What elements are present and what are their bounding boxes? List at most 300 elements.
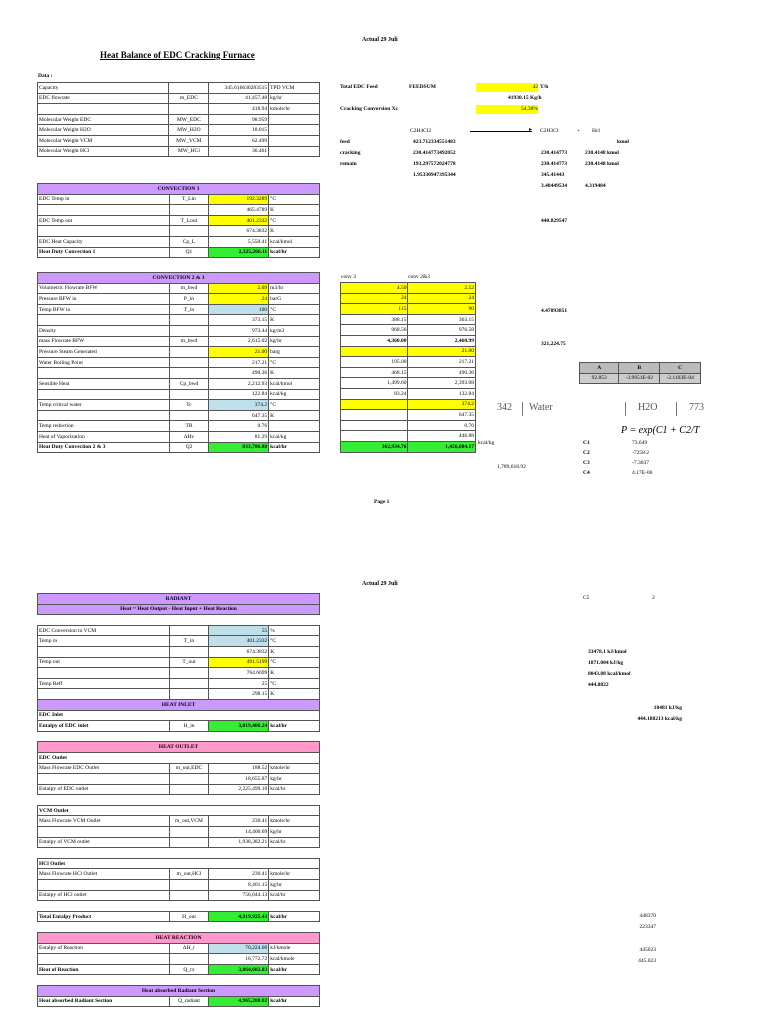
convection23-row-symbol bbox=[169, 410, 209, 421]
feed-row-value-a: 1.95330947395344 bbox=[413, 172, 456, 178]
table-row bbox=[341, 399, 476, 410]
data-row-unit bbox=[269, 114, 320, 125]
table-row bbox=[341, 283, 476, 294]
convection23-row-label: Pressure BFW in bbox=[38, 294, 170, 305]
total-product-unit: kcal/hr bbox=[269, 911, 320, 922]
radiant-row-label: Temp Reff bbox=[38, 678, 170, 689]
convection23-title: CONVECTION 2 & 3 bbox=[38, 273, 320, 284]
hcl-outlet-row-label: Mass Flowrate HCl Outlet bbox=[38, 869, 170, 880]
edc-inlet-heading: EDC Inlet bbox=[38, 710, 320, 721]
convection1-row-label: Heat Duty Convection 1 bbox=[38, 247, 170, 258]
hcl-outlet-row-unit: kmole/hr bbox=[269, 869, 320, 880]
convection23-row-unit bbox=[269, 421, 320, 432]
data-row-label: Molecular Weight VCM bbox=[38, 135, 169, 146]
spacer-row bbox=[38, 922, 320, 933]
convection23-row-value: 100 bbox=[209, 304, 269, 315]
table-row bbox=[38, 657, 320, 668]
feed-kph: 41930.15 Kg/h bbox=[508, 95, 542, 101]
radiant-row-value: 55 bbox=[209, 625, 269, 636]
data-row-unit: TPD VCM bbox=[269, 83, 320, 94]
convection23-row-value: 0.76 bbox=[209, 421, 269, 432]
table-row bbox=[38, 389, 320, 400]
convection1-row-unit: K bbox=[269, 205, 320, 216]
convection-sum: 1,789,618.92 bbox=[497, 464, 526, 470]
radiant-row-unit: °C bbox=[269, 636, 320, 647]
convection1-row-value: 5,550.41 bbox=[209, 236, 269, 247]
antoine-value: 92.853 bbox=[580, 373, 619, 384]
convection23-row-value: 373.15 bbox=[209, 315, 269, 326]
convection23-row-label: Heat of Vaporization bbox=[38, 431, 170, 442]
spacer-cell bbox=[38, 731, 320, 742]
page-number: Page 1 bbox=[374, 499, 390, 505]
radiant-row-symbol: T_in bbox=[169, 636, 209, 647]
conv23-value: 363.15 bbox=[408, 314, 476, 325]
radiant-row-label: EDC Conversion to VCM bbox=[38, 625, 170, 636]
conv23-value: 132.84 bbox=[408, 388, 476, 399]
reaction-row-value: 70,224.00 bbox=[209, 943, 269, 954]
radiant-row-unit: °C bbox=[269, 657, 320, 668]
convection23-row-value: 24 bbox=[209, 294, 269, 305]
c5-label: C5 bbox=[583, 595, 590, 601]
table-row bbox=[38, 146, 320, 157]
convection23-row-symbol: m_bwd bbox=[169, 336, 209, 347]
enthalpy-in-symbol: H_in bbox=[169, 721, 209, 732]
vcm-outlet-row-symbol: m_out,VCM bbox=[169, 816, 209, 827]
antoine-value: -2.1103E-04 bbox=[660, 373, 701, 384]
conv3-value: 362,934.76 bbox=[341, 441, 408, 452]
radiant-row-value: 764.6699 bbox=[209, 668, 269, 679]
convection23-row-symbol bbox=[169, 368, 209, 379]
feed-row-label: feed bbox=[340, 139, 350, 145]
table-row bbox=[38, 431, 320, 442]
conv23-value: 21.00 bbox=[408, 346, 476, 357]
edc-outlet-row-value: 188.52 bbox=[209, 763, 269, 774]
radiant-row-value: 401.2332 bbox=[209, 636, 269, 647]
conv23-value: 490.36 bbox=[408, 367, 476, 378]
data-row-value: 36.461 bbox=[209, 146, 269, 157]
antoine-const-value: 4.17E-06 bbox=[632, 470, 653, 476]
hcl-outlet-heading: HCl Outlet bbox=[38, 858, 320, 869]
total-edc-feed-unit: T/h bbox=[540, 84, 549, 90]
table-row bbox=[38, 668, 320, 679]
reaction-row-label: Entalpy of Reaction bbox=[38, 943, 170, 954]
convection23-row-label: Density bbox=[38, 325, 170, 336]
feed-row-value-b: 3.48449534 bbox=[541, 183, 568, 189]
total-product-label: Total Entalpy Product bbox=[38, 911, 170, 922]
convection23-row-unit: °C bbox=[269, 400, 320, 411]
data-row-symbol: MW_VCM bbox=[169, 135, 209, 146]
vcm-outlet-row-label: Mass Flowrate VCM Outlet bbox=[38, 816, 170, 827]
convection1-table bbox=[37, 183, 320, 258]
heat-inlet-title: HEAT INLET bbox=[38, 699, 320, 710]
hcl-outlet-row-symbol: m_out,HCl bbox=[169, 869, 209, 880]
conv23-value: 976.58 bbox=[408, 325, 476, 336]
radiant-row-label bbox=[38, 668, 170, 679]
convection1-row-label: EDC Heat Capacity bbox=[38, 236, 170, 247]
convection23-row-unit: K bbox=[269, 410, 320, 421]
table-row bbox=[341, 441, 476, 452]
table-row bbox=[38, 710, 320, 721]
conv3-value bbox=[341, 420, 408, 431]
data-row-label: Molecular Weight EDC bbox=[38, 114, 169, 125]
table-row bbox=[341, 367, 476, 378]
spacer-cell bbox=[38, 615, 320, 626]
convection23-row-unit: barg bbox=[269, 347, 320, 358]
conv3-value: 388.15 bbox=[341, 314, 408, 325]
antoine-const-key: C1 bbox=[583, 440, 590, 446]
conv3-value bbox=[341, 399, 408, 410]
table-row bbox=[38, 442, 320, 453]
spacer-cell bbox=[38, 975, 320, 986]
convection23-row-label: Temp BFW in bbox=[38, 304, 170, 315]
table-row bbox=[38, 890, 320, 901]
convection23-row-symbol bbox=[169, 325, 209, 336]
conv23-value: 2.52 bbox=[408, 283, 476, 294]
heat-reaction-title: HEAT REACTION bbox=[38, 933, 320, 944]
spacer-cell bbox=[38, 922, 320, 933]
table-row bbox=[38, 911, 320, 922]
convection23-table bbox=[37, 272, 320, 453]
radiant-row-symbol: T_out bbox=[169, 657, 209, 668]
table-row bbox=[38, 721, 320, 732]
convection1-side-value: 440.829547 bbox=[541, 218, 568, 224]
spacer-row bbox=[38, 731, 320, 742]
spacer-row bbox=[38, 975, 320, 986]
table-row bbox=[38, 194, 320, 205]
convection23-row-value: 833,786.88 bbox=[209, 442, 269, 453]
radiant-side-note2: 444.188213 kcal/kg bbox=[637, 716, 682, 722]
heat-outlet-title: HEAT OUTLET bbox=[38, 742, 320, 753]
convection23-row-label bbox=[38, 389, 170, 400]
convection23-row-value: 2,615.02 bbox=[209, 336, 269, 347]
total-edc-feed-label: Total EDC Feed bbox=[340, 84, 378, 90]
convection23-row-label: Heat Duty Convection 2 & 3 bbox=[38, 442, 170, 453]
table-row bbox=[38, 805, 320, 816]
edc-outlet-row-label: Mass Flowrate EDC Outlet bbox=[38, 763, 170, 774]
reaction-row-value: 3,864,682.83 bbox=[209, 964, 269, 975]
radiant-date: Actual 29 Juli bbox=[362, 581, 398, 587]
radiant-row-label: Temp out bbox=[38, 657, 170, 668]
vapor-pressure-formula: P = exp(C1 + C2/T bbox=[621, 425, 700, 436]
antoine-header: B bbox=[619, 363, 660, 374]
feed-row-label: cracking bbox=[340, 150, 361, 156]
table-row bbox=[38, 294, 320, 305]
vcm-outlet-row-unit: kg/hr bbox=[269, 827, 320, 838]
radiant-row-label bbox=[38, 646, 170, 657]
convection23-side1: 4.47893851 bbox=[541, 308, 568, 314]
radiant-side-note3: 223347 bbox=[639, 924, 656, 930]
conv3-value: 468.15 bbox=[341, 367, 408, 378]
table-row bbox=[341, 335, 476, 346]
convection23-row-symbol: ΔHv bbox=[169, 431, 209, 442]
convection23-row-value: 122.84 bbox=[209, 389, 269, 400]
data-row-unit bbox=[269, 125, 320, 136]
reaction-row-symbol bbox=[169, 954, 209, 965]
table-row bbox=[38, 205, 320, 216]
convection23-row-value: 81.29 bbox=[209, 431, 269, 442]
convection1-row-unit: kcal/hr bbox=[269, 247, 320, 258]
c5-value: 2 bbox=[652, 595, 655, 601]
spacer-row bbox=[38, 848, 320, 859]
conv23-value: 2,460.99 bbox=[408, 335, 476, 346]
table-row bbox=[341, 410, 476, 421]
vcm-outlet-row-symbol bbox=[169, 837, 209, 848]
table-row bbox=[38, 283, 320, 294]
vcm-outlet-row-unit: kcal/hr bbox=[269, 837, 320, 848]
absorbed-symbol: Q_radiant bbox=[169, 996, 209, 1007]
table-row bbox=[38, 816, 320, 827]
feed-row-value-b: 345.41443 bbox=[541, 172, 565, 178]
radiant-table bbox=[37, 593, 320, 1007]
convection1-row-label bbox=[38, 226, 170, 237]
radiant-side-note3: 448370 bbox=[639, 913, 656, 919]
table-row bbox=[38, 858, 320, 869]
convection1-row-value: 2,325,266.11 bbox=[209, 247, 269, 258]
convection23-row-label: mass Flowrate BFW bbox=[38, 336, 170, 347]
page-title: Heat Balance of EDC Cracking Furnace bbox=[100, 50, 255, 60]
data-row-label bbox=[38, 104, 169, 115]
table-row bbox=[38, 678, 320, 689]
spacer-row bbox=[38, 615, 320, 626]
radiant-side-note: 1871.004 kJ/kg bbox=[588, 660, 624, 666]
antoine-header: C bbox=[660, 363, 701, 374]
table-row bbox=[341, 420, 476, 431]
table-row bbox=[38, 985, 320, 996]
radiant-row-unit: °C bbox=[269, 678, 320, 689]
edc-outlet-row-value: 18,655.87 bbox=[209, 774, 269, 785]
conv23-value: 2,393.08 bbox=[408, 378, 476, 389]
absorbed-title: Heat absorbed Radiant Section bbox=[38, 985, 320, 996]
convection23-row-unit: kcal/kg bbox=[269, 389, 320, 400]
reaction-row-symbol: ΔH_r bbox=[169, 943, 209, 954]
convection1-row-symbol: Q1 bbox=[169, 247, 209, 258]
convection23-row-label: Temp critical water bbox=[38, 400, 170, 411]
vcm-outlet-row-symbol bbox=[169, 827, 209, 838]
enthalpy-in-value: 3,819,406.24 bbox=[209, 721, 269, 732]
feedsum-label: FEEDSUM bbox=[409, 84, 436, 90]
hcl-outlet-row-symbol bbox=[169, 880, 209, 891]
radiant-row-value: 491.5199 bbox=[209, 657, 269, 668]
convection1-row-unit: °C bbox=[269, 194, 320, 205]
reaction-row-unit: kcal/kmole bbox=[269, 954, 320, 965]
radiant-side-note: 8043.88 kcal/kmol bbox=[588, 671, 631, 677]
convection1-row-unit: kcal/kmol bbox=[269, 236, 320, 247]
edc-outlet-row-symbol: m_out,EDC bbox=[169, 763, 209, 774]
convection23-row-symbol bbox=[169, 315, 209, 326]
table-row bbox=[38, 954, 320, 965]
spacer-row bbox=[38, 901, 320, 912]
absorbed-value: 4,965,200.02 bbox=[209, 996, 269, 1007]
data-row-value: 62.499 bbox=[209, 135, 269, 146]
table-row bbox=[341, 431, 476, 442]
table-row bbox=[38, 93, 320, 104]
reaction-row-value: 16,772.72 bbox=[209, 954, 269, 965]
table-row bbox=[38, 742, 320, 753]
vcm-outlet-row-label: Entalpy of VCM outlet bbox=[38, 837, 170, 848]
convection23-row-label: Pressure Steam Generated bbox=[38, 347, 170, 358]
total-edc-feed-value: 42 bbox=[476, 83, 538, 92]
conv23-value: 0.76 bbox=[408, 420, 476, 431]
radiant-row-symbol bbox=[169, 625, 209, 636]
eq-product-hcl: Hcl bbox=[592, 128, 600, 134]
table-row bbox=[38, 933, 320, 944]
table-row bbox=[38, 410, 320, 421]
vcm-outlet-row-value: 230.41 bbox=[209, 816, 269, 827]
data-row-symbol bbox=[169, 83, 209, 94]
convection23-row-label: Water Boiling Point bbox=[38, 357, 170, 368]
hcl-outlet-row-value: 8,401.15 bbox=[209, 880, 269, 891]
kcalkg-unit: kcal/kg bbox=[478, 440, 495, 446]
convection23-row-unit: kcal/hr bbox=[269, 442, 320, 453]
data-row-label: Capacity bbox=[38, 83, 169, 94]
data-row-value: 98.959 bbox=[209, 114, 269, 125]
table-row bbox=[341, 293, 476, 304]
convection23-row-unit: K bbox=[269, 315, 320, 326]
data-row-symbol bbox=[169, 104, 209, 115]
table-row bbox=[38, 247, 320, 258]
radiant-row-label bbox=[38, 689, 170, 700]
vcm-outlet-row-value: 14,400.69 bbox=[209, 827, 269, 838]
table-row bbox=[38, 763, 320, 774]
table-row bbox=[38, 135, 320, 146]
conv3-value bbox=[341, 431, 408, 442]
antoine-const-key: C4 bbox=[583, 470, 590, 476]
feed-row-value-c: 230.4148 kmol bbox=[585, 150, 619, 156]
table-row bbox=[341, 314, 476, 325]
conv23-value: 1,426,684.17 bbox=[408, 441, 476, 452]
convection1-row-symbol: Cp_L bbox=[169, 236, 209, 247]
spacer-row bbox=[38, 795, 320, 806]
convection1-row-unit: K bbox=[269, 226, 320, 237]
convection23-row-value: 374.2 bbox=[209, 400, 269, 411]
convection23-row-symbol: P_in bbox=[169, 294, 209, 305]
feed-row-value-b: 230.414773 bbox=[541, 150, 568, 156]
convection1-row-label bbox=[38, 205, 170, 216]
table-row bbox=[38, 869, 320, 880]
table-row bbox=[38, 336, 320, 347]
radiant-row-unit: K bbox=[269, 646, 320, 657]
divider bbox=[625, 402, 626, 416]
convection23-row-unit: kg/m3 bbox=[269, 325, 320, 336]
radiant-row-value: 25 bbox=[209, 678, 269, 689]
data-label: Data : bbox=[38, 73, 53, 79]
edc-outlet-row-unit: kcal/hr bbox=[269, 784, 320, 795]
table-row bbox=[341, 325, 476, 336]
edc-outlet-row-symbol bbox=[169, 784, 209, 795]
conv23-value: 90 bbox=[408, 304, 476, 315]
convection23-row-unit: °C bbox=[269, 304, 320, 315]
radiant-row-symbol bbox=[169, 646, 209, 657]
convection23-row-unit: K bbox=[269, 368, 320, 379]
edc-outlet-row-label: Entalpy of EDC outlet bbox=[38, 784, 170, 795]
reaction-row-label bbox=[38, 954, 170, 965]
data-row-label: Molecular Weight HCl bbox=[38, 146, 169, 157]
absorbed-unit: kcal/hr bbox=[269, 996, 320, 1007]
divider bbox=[522, 402, 523, 416]
radiant-row-unit: K bbox=[269, 689, 320, 700]
table-row bbox=[38, 400, 320, 411]
conv3-value: 1,499.60 bbox=[341, 378, 408, 389]
enthalpy-in-unit: kcal/hr bbox=[269, 721, 320, 732]
conversion-value: 54.38% bbox=[476, 105, 538, 114]
convection23-row-unit: kcal/kmol bbox=[269, 378, 320, 389]
convection23-side2: 321,224.75 bbox=[541, 341, 566, 347]
convection1-row-symbol bbox=[169, 205, 209, 216]
vcm-outlet-row-value: 1,938,382.21 bbox=[209, 837, 269, 848]
h2o-label: H2O bbox=[638, 402, 658, 413]
convection23-row-symbol: Cp_bwd bbox=[169, 378, 209, 389]
reaction-row-label: Heat of Reaction bbox=[38, 964, 170, 975]
convection23-row-symbol: Tc bbox=[169, 400, 209, 411]
radiant-side-note: 444.8822 bbox=[588, 682, 609, 688]
convection1-row-unit: °C bbox=[269, 215, 320, 226]
eq-product-vcm: C2H3Cl bbox=[540, 128, 559, 134]
page-date: Actual 29 Juli bbox=[362, 37, 398, 43]
conv3-value: 4,360.00 bbox=[341, 335, 408, 346]
vcm-outlet-heading: VCM Outlet bbox=[38, 805, 320, 816]
table-row bbox=[38, 837, 320, 848]
data-table bbox=[37, 82, 320, 157]
edc-outlet-row-unit: kg/hr bbox=[269, 774, 320, 785]
convection23-row-value: 217.21 bbox=[209, 357, 269, 368]
convection23-row-unit: barG bbox=[269, 294, 320, 305]
hcl-outlet-row-value: 230.41 bbox=[209, 869, 269, 880]
convection23-row-symbol bbox=[169, 347, 209, 358]
antoine-const-value: 73.649 bbox=[632, 440, 648, 446]
table-row bbox=[38, 699, 320, 710]
data-row-symbol: MW_EDC bbox=[169, 114, 209, 125]
table-row bbox=[38, 636, 320, 647]
conv3-value bbox=[341, 410, 408, 421]
data-row-unit bbox=[269, 146, 320, 157]
radiant-row-unit: % bbox=[269, 625, 320, 636]
convection23-row-symbol bbox=[169, 389, 209, 400]
conv3-value: 968.56 bbox=[341, 325, 408, 336]
spacer-cell bbox=[38, 795, 320, 806]
conversion-label: Cracking Conversion Xc bbox=[340, 106, 399, 112]
table-row bbox=[38, 368, 320, 379]
convection1-row-value: 401.2332 bbox=[209, 215, 269, 226]
convection23-row-label bbox=[38, 315, 170, 326]
conv3-value: 115 bbox=[341, 304, 408, 315]
water-number: 342 bbox=[497, 402, 512, 413]
convection1-row-value: 192.3289 bbox=[209, 194, 269, 205]
convection23-row-value: 2,212.93 bbox=[209, 378, 269, 389]
data-row-unit: kg/hr bbox=[269, 93, 320, 104]
conv3-value: 195.00 bbox=[341, 357, 408, 368]
radiant-side-note2: 18481 kJ/kg bbox=[653, 705, 682, 711]
table-row bbox=[38, 215, 320, 226]
edc-outlet-row-label bbox=[38, 774, 170, 785]
data-row-value: 18.015 bbox=[209, 125, 269, 136]
vcm-outlet-row-label bbox=[38, 827, 170, 838]
radiant-side-note4: 445.023 bbox=[638, 958, 656, 964]
reaction-row-unit: kJ/kmole bbox=[269, 943, 320, 954]
radiant-row-value: 674.3832 bbox=[209, 646, 269, 657]
feed-row-label: remain bbox=[340, 161, 357, 167]
convection1-row-value: 674.3832 bbox=[209, 226, 269, 237]
table-row bbox=[38, 421, 320, 432]
radiant-title: RADIANT bbox=[38, 594, 320, 605]
convection23-row-value: 2.69 bbox=[209, 283, 269, 294]
table-row bbox=[38, 880, 320, 891]
convection23-row-unit: °C bbox=[269, 357, 320, 368]
radiant-row-symbol bbox=[169, 668, 209, 679]
table-row bbox=[38, 304, 320, 315]
conv23-value: 374.2 bbox=[408, 399, 476, 410]
data-row-unit: kmole/hr bbox=[269, 104, 320, 115]
data-row-symbol: m_EDC bbox=[169, 93, 209, 104]
